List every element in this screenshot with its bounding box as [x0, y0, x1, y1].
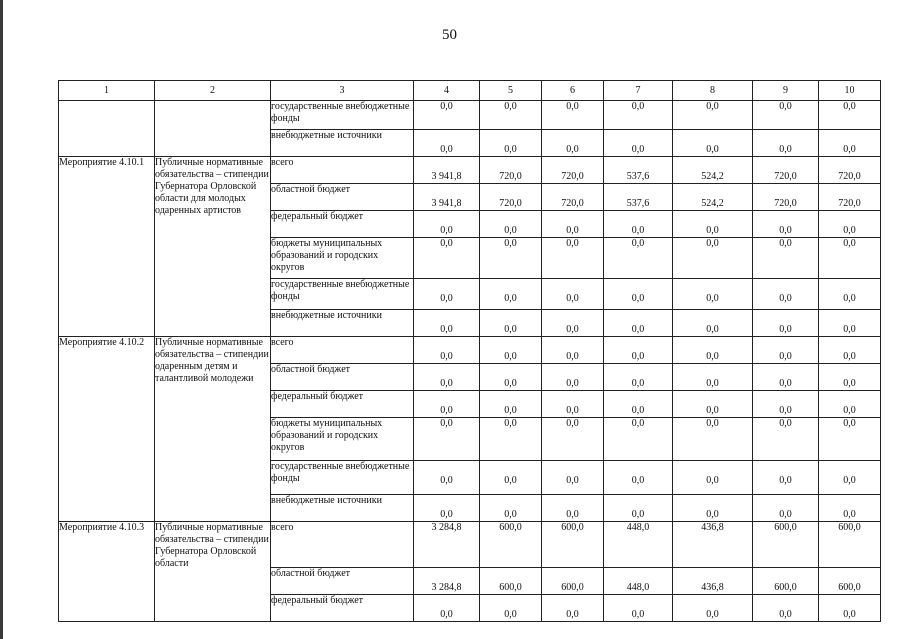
- value-cell: 0,0: [480, 279, 542, 310]
- source-state-funds: государственные внебюджетные фонды: [271, 461, 414, 495]
- value-cell: 0,0: [414, 238, 480, 279]
- value-cell: 448,0: [604, 522, 673, 568]
- value-cell: 0,0: [414, 101, 480, 130]
- value-cell: 0,0: [673, 364, 753, 391]
- value-cell: 600,0: [819, 568, 881, 595]
- value-cell: 0,0: [604, 211, 673, 238]
- source-total: всего: [271, 522, 414, 568]
- value-cell: 0,0: [673, 279, 753, 310]
- source-extra: внебюджетные источники: [271, 495, 414, 522]
- value-cell: 0,0: [414, 391, 480, 418]
- value-cell: 0,0: [819, 595, 881, 622]
- table-row: [59, 522, 881, 568]
- value-cell: 0,0: [542, 418, 604, 461]
- column-header: 8: [673, 81, 753, 101]
- value-cell: 0,0: [604, 337, 673, 364]
- source-federal: федеральный бюджет: [271, 595, 414, 622]
- value-cell: 0,0: [480, 391, 542, 418]
- value-cell: 0,0: [414, 130, 480, 157]
- source-municipal: бюджеты муниципальных образований и городских округов: [271, 238, 414, 279]
- value-cell: 720,0: [542, 184, 604, 211]
- value-cell: 0,0: [819, 211, 881, 238]
- value-cell: 0,0: [414, 337, 480, 364]
- value-cell: 0,0: [604, 310, 673, 337]
- value-cell: 0,0: [414, 211, 480, 238]
- value-cell: 0,0: [673, 101, 753, 130]
- value-cell: 0,0: [753, 310, 819, 337]
- value-cell: 0,0: [604, 461, 673, 495]
- source-federal: федеральный бюджет: [271, 391, 414, 418]
- value-cell: 0,0: [414, 418, 480, 461]
- source-state-funds: государственные внебюджетные фонды: [271, 279, 414, 310]
- table-row: [59, 337, 881, 364]
- value-cell: 720,0: [819, 157, 881, 184]
- value-cell: 0,0: [480, 418, 542, 461]
- value-cell: 0,0: [673, 495, 753, 522]
- value-cell: 720,0: [753, 157, 819, 184]
- value-cell: 0,0: [604, 364, 673, 391]
- value-cell: 0,0: [542, 310, 604, 337]
- value-cell: 3 284,8: [414, 568, 480, 595]
- column-header: 3: [271, 81, 414, 101]
- value-cell: 0,0: [819, 391, 881, 418]
- column-header: 4: [414, 81, 480, 101]
- value-cell: 0,0: [819, 310, 881, 337]
- value-cell: 436,8: [673, 522, 753, 568]
- value-cell: 0,0: [753, 461, 819, 495]
- value-cell: 0,0: [542, 130, 604, 157]
- value-cell: 3 284,8: [414, 522, 480, 568]
- table-row: [59, 101, 881, 130]
- value-cell: 0,0: [542, 595, 604, 622]
- value-cell: 0,0: [819, 238, 881, 279]
- value-cell: 720,0: [480, 157, 542, 184]
- value-cell: 0,0: [480, 238, 542, 279]
- value-cell: 436,8: [673, 568, 753, 595]
- value-cell: 0,0: [480, 310, 542, 337]
- value-cell: 600,0: [542, 568, 604, 595]
- value-cell: 600,0: [542, 522, 604, 568]
- activity-description-cell: [155, 101, 271, 157]
- value-cell: 0,0: [819, 279, 881, 310]
- value-cell: 0,0: [542, 279, 604, 310]
- value-cell: 0,0: [819, 461, 881, 495]
- value-cell: 0,0: [753, 279, 819, 310]
- value-cell: 0,0: [753, 130, 819, 157]
- value-cell: 600,0: [480, 522, 542, 568]
- value-cell: 448,0: [604, 568, 673, 595]
- value-cell: 0,0: [819, 101, 881, 130]
- value-cell: 0,0: [542, 495, 604, 522]
- source-total: всего: [271, 337, 414, 364]
- value-cell: 0,0: [542, 364, 604, 391]
- value-cell: 600,0: [753, 568, 819, 595]
- value-cell: 0,0: [753, 238, 819, 279]
- value-cell: 0,0: [604, 495, 673, 522]
- value-cell: 0,0: [604, 279, 673, 310]
- activity-description: Публичные нормативные обязательства – стипендии одаренным детям и талантливой молодежи: [155, 337, 271, 522]
- value-cell: 0,0: [480, 337, 542, 364]
- value-cell: 0,0: [480, 364, 542, 391]
- value-cell: 0,0: [819, 364, 881, 391]
- value-cell: 0,0: [414, 461, 480, 495]
- value-cell: 3 941,8: [414, 157, 480, 184]
- value-cell: 0,0: [542, 101, 604, 130]
- value-cell: 600,0: [753, 522, 819, 568]
- value-cell: 720,0: [542, 157, 604, 184]
- value-cell: 0,0: [753, 101, 819, 130]
- value-cell: 0,0: [542, 391, 604, 418]
- value-cell: 0,0: [542, 461, 604, 495]
- column-header: 1: [59, 81, 155, 101]
- value-cell: 0,0: [673, 211, 753, 238]
- value-cell: 0,0: [753, 595, 819, 622]
- source-extra: внебюджетные источники: [271, 130, 414, 157]
- value-cell: 537,6: [604, 184, 673, 211]
- source-regional: областной бюджет: [271, 568, 414, 595]
- activity-label-cell: [59, 101, 155, 157]
- value-cell: 0,0: [673, 310, 753, 337]
- value-cell: 0,0: [819, 130, 881, 157]
- value-cell: 0,0: [753, 337, 819, 364]
- value-cell: 720,0: [819, 184, 881, 211]
- value-cell: 537,6: [604, 157, 673, 184]
- value-cell: 0,0: [542, 238, 604, 279]
- value-cell: 720,0: [480, 184, 542, 211]
- value-cell: 0,0: [414, 495, 480, 522]
- value-cell: 0,0: [673, 130, 753, 157]
- column-header: 6: [542, 81, 604, 101]
- header-row: [59, 81, 881, 101]
- value-cell: 720,0: [753, 184, 819, 211]
- value-cell: 0,0: [753, 418, 819, 461]
- value-cell: 0,0: [673, 238, 753, 279]
- value-cell: 0,0: [480, 595, 542, 622]
- source-total: всего: [271, 157, 414, 184]
- source-regional: областной бюджет: [271, 184, 414, 211]
- value-cell: 0,0: [753, 495, 819, 522]
- value-cell: 0,0: [673, 337, 753, 364]
- value-cell: 0,0: [414, 595, 480, 622]
- page-edge: [0, 0, 3, 639]
- value-cell: 0,0: [604, 391, 673, 418]
- column-header: 9: [753, 81, 819, 101]
- value-cell: 0,0: [673, 418, 753, 461]
- value-cell: 0,0: [819, 418, 881, 461]
- budget-table: [58, 80, 881, 622]
- value-cell: 0,0: [604, 101, 673, 130]
- value-cell: 0,0: [480, 101, 542, 130]
- activity-label: Мероприятие 4.10.2: [59, 337, 155, 522]
- value-cell: 0,0: [819, 495, 881, 522]
- value-cell: 0,0: [604, 238, 673, 279]
- value-cell: 0,0: [414, 279, 480, 310]
- activity-label: Мероприятие 4.10.1: [59, 157, 155, 337]
- value-cell: 0,0: [542, 211, 604, 238]
- value-cell: 600,0: [819, 522, 881, 568]
- source-state-funds: государственные внебюджетные фонды: [271, 101, 414, 130]
- value-cell: 0,0: [480, 130, 542, 157]
- activity-label: Мероприятие 4.10.3: [59, 522, 155, 622]
- source-federal: федеральный бюджет: [271, 211, 414, 238]
- value-cell: 0,0: [753, 211, 819, 238]
- value-cell: 0,0: [480, 211, 542, 238]
- value-cell: 0,0: [819, 337, 881, 364]
- source-extra: внебюджетные источники: [271, 310, 414, 337]
- source-municipal: бюджеты муниципальных образований и городских округов: [271, 418, 414, 461]
- column-header: 2: [155, 81, 271, 101]
- column-header: 5: [480, 81, 542, 101]
- value-cell: 0,0: [753, 391, 819, 418]
- value-cell: 0,0: [604, 595, 673, 622]
- column-header: 10: [819, 81, 881, 101]
- value-cell: 0,0: [480, 495, 542, 522]
- value-cell: 0,0: [753, 364, 819, 391]
- value-cell: 0,0: [604, 130, 673, 157]
- value-cell: 524,2: [673, 157, 753, 184]
- source-regional: областной бюджет: [271, 364, 414, 391]
- page-number: 50: [442, 27, 457, 43]
- value-cell: 0,0: [414, 310, 480, 337]
- value-cell: 0,0: [673, 391, 753, 418]
- value-cell: 3 941,8: [414, 184, 480, 211]
- value-cell: 0,0: [414, 364, 480, 391]
- value-cell: 524,2: [673, 184, 753, 211]
- value-cell: 0,0: [673, 461, 753, 495]
- column-header: 7: [604, 81, 673, 101]
- value-cell: 0,0: [480, 461, 542, 495]
- value-cell: 0,0: [604, 418, 673, 461]
- activity-description: Публичные нормативные обязательства – стипендии Губернатора Орловской области для молодых одаренных артистов: [155, 157, 271, 337]
- value-cell: 0,0: [673, 595, 753, 622]
- value-cell: 0,0: [542, 337, 604, 364]
- value-cell: 600,0: [480, 568, 542, 595]
- activity-description: Публичные нормативные обязательства – стипендии Губернатора Орловской области: [155, 522, 271, 622]
- table-row: [59, 157, 881, 184]
